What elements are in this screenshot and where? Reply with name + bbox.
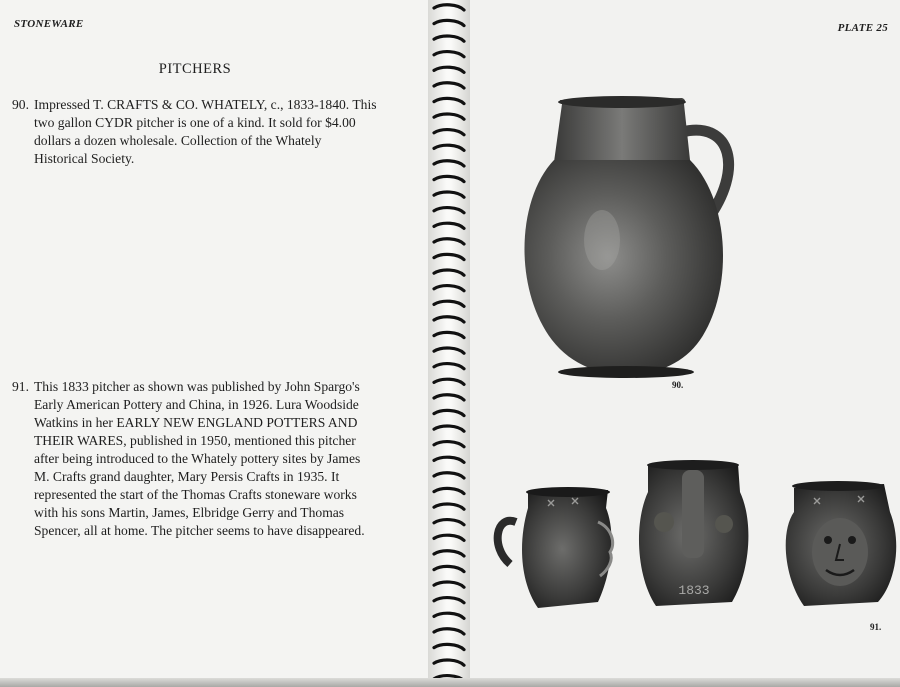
pitcher-photo-90 [522, 90, 744, 382]
spiral-coil [434, 20, 464, 25]
spiral-coil [434, 239, 464, 244]
left-page [0, 0, 428, 687]
date-stamp: 1833 [678, 583, 710, 598]
section-title: PITCHERS [158, 61, 232, 77]
spiral-coil [434, 395, 464, 400]
pitcher-body [524, 160, 723, 375]
spiral-coil [434, 442, 464, 447]
spiral-coil [434, 332, 464, 337]
face-pitcher-back-view [639, 460, 748, 606]
spiral-coil [434, 551, 464, 556]
spiral-coil [434, 613, 464, 618]
spiral-coil [434, 644, 464, 649]
spiral-coil [434, 473, 464, 478]
catalog-entry-90 [12, 96, 378, 168]
spiral-binding [428, 0, 470, 687]
spiral-coil [434, 114, 464, 119]
entry-text: This 1833 pitcher as shown was published by John Spargo's Early American Pottery and China, in 1926. Lura Woodside Watkins in her EARLY NEW ENGLAND POTTERS AND THEIR WARES, published in 1950, mentioned this pitcher after being introduced to the Whately pottery sites by James M. Crafts grand daughter, Mary Persis Crafts in 1935. It represented the start of the Thomas Crafts stoneware works with his sons Martin, James, Elbridge Gerry and Thomas Spencer, all at home. The pitcher seems to have disappeared. [34, 379, 365, 538]
spiral-coil [434, 270, 464, 275]
spiral-coil [434, 254, 464, 259]
caption-91: 91. [870, 622, 882, 632]
spiral-coil [434, 145, 464, 150]
running-head: STONEWARE [14, 18, 84, 30]
spiral-coil [434, 52, 464, 57]
spiral-coil [434, 223, 464, 228]
spiral-coil [434, 176, 464, 181]
spiral-coil [434, 348, 464, 353]
spiral-coil [434, 364, 464, 369]
plate-number: PLATE 25 [837, 22, 888, 34]
spiral-coil [434, 566, 464, 571]
caption-90: 90. [672, 380, 684, 390]
spiral-coil [434, 301, 464, 306]
spiral-coil [434, 457, 464, 462]
pitcher-photo-91 [488, 452, 900, 622]
spiral-coil [434, 161, 464, 166]
spiral-coil [434, 67, 464, 72]
spiral-coil [434, 598, 464, 603]
spiral-coil [434, 317, 464, 322]
spiral-coil [434, 98, 464, 103]
spiral-coil [434, 379, 464, 384]
spiral-coil [434, 286, 464, 291]
spiral-coil [434, 5, 464, 10]
spiral-coil [434, 660, 464, 665]
spiral-coil [434, 130, 464, 135]
spiral-coil [434, 629, 464, 634]
spiral-coil [434, 488, 464, 493]
page-bottom-edge [0, 678, 900, 687]
spiral-coil [434, 582, 464, 587]
spiral-coil [434, 520, 464, 525]
spiral-coil [434, 192, 464, 197]
spiral-coil [434, 426, 464, 431]
spiral-coil [434, 83, 464, 88]
face-pitcher-side-view [498, 487, 613, 608]
spiral-coil [434, 410, 464, 415]
spiral-coil [434, 504, 464, 509]
entry-number: 91. [12, 379, 29, 394]
entry-number: 90. [12, 97, 29, 112]
spiral-coil [434, 208, 464, 213]
entry-text: Impressed T. CRAFTS & CO. WHATELY, c., 1833-1840. This two gallon CYDR pitcher is one of a kind. It sold for $4.00 dollars a dozen wholesale. Collection of the Whately Historical Society. [34, 97, 377, 166]
spiral-coil [434, 36, 464, 41]
spiral-coil [434, 535, 464, 540]
right-page [470, 0, 900, 687]
face-pitcher-front-view [786, 481, 897, 606]
catalog-entry-91 [12, 378, 378, 540]
